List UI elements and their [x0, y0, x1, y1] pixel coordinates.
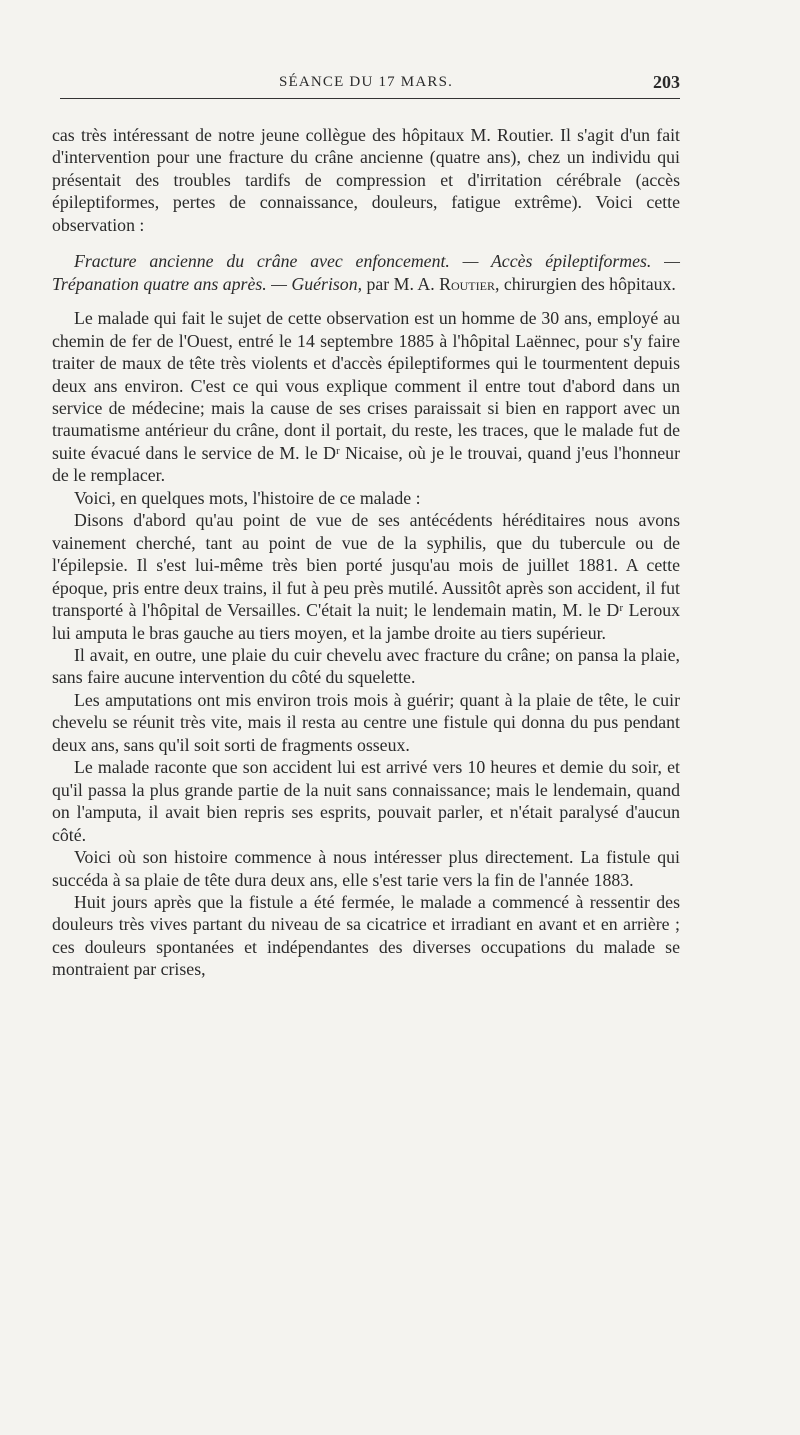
paragraph: Il avait, en outre, une plaie du cuir chevelu avec fracture du crâne; on pansa la plaie, sans faire aucune intervention du côté du squelette.	[52, 644, 680, 688]
paragraph: Huit jours après que la fistule a été fermée, le malade a commencé à ressentir des douleurs très vives partant du niveau de sa cicatrice et irradiant en avant et en arrière ; ces douleurs spontanées et indépendantes des diverses occupations du malade se montraient par crises,	[52, 891, 680, 980]
paragraph: Le malade raconte que son accident lui est arrivé vers 10 heures et demie du soir, et qu'il passa la plus grande partie de la nuit sans connaissance; mais le lendemain, quand on l'amputa, il avait bien repris ses esprits, pouvait parler, et n'était paralysé d'aucun côté.	[52, 757, 680, 845]
paragraph: Voici où son histoire commence à nous intéresser plus directement. La fistule qui succéda à sa plaie de tête dura deux ans, elle s'est tarie vers la fin de l'année 1883.	[52, 847, 680, 890]
observation-title-text: Fracture ancienne du crâne avec enfoncement. — Accès épileptiformes. — Trépanation quatre ans après. — Guérison,	[52, 251, 680, 294]
paragraph: Disons d'abord qu'au point de vue de ses antécédents héréditaires nous avons vainement cherché, tant au point de vue de la syphilis, que du tubercule ou de l'épilepsie. Il s'est lui-même très bien porté jusqu'au mois de juillet 1881. A cette époque, pris entre deux trains, il fut à peu près mutilé. Aussitôt après son accident, il fut transporté à l'hôpital de Versailles. C'était la nuit; le lendemain matin, M. le Dʳ Leroux lui amputa le bras gauche au tiers moyen, et la jambe droite au tiers supérieur.	[52, 510, 680, 643]
paragraph: Le malade qui fait le sujet de cette observation est un homme de 30 ans, employé au chemin de fer de l'Ouest, entré le 14 septembre 1885 à l'hôpital Laënnec, pour s'y faire traiter de maux de tête très violents et d'accès épileptiformes qui le tourmentent depuis deux ans environ. C'est ce qui vous explique comment il entre tout d'abord dans un service de médecine; mais la cause de ses crises paraissait si bien en rapport avec un traumatisme antérieur du crâne, dont il portait, du reste, les traces, que le malade fut de suite évacué dans le service de M. le Dʳ Nicaise, où je le trouvai, quand j'eus l'honneur de le remplacer.	[52, 308, 680, 486]
paragraph: Les amputations ont mis environ trois mois à guérir; quant à la plaie de tête, le cuir chevelu se réunit très vite, mais il resta au centre une fistule qui donna du pus pendant deux ans, sans qu'il soit sorti de fragments osseux.	[52, 689, 680, 755]
running-head: SÉANCE DU 17 MARS.	[278, 74, 454, 90]
author-name: Routier	[439, 273, 495, 294]
page-number: 203	[653, 72, 680, 92]
paragraph: cas très intéressant de notre jeune collègue des hôpitaux M. Routier. Il s'agit d'un fait d'intervention pour une fracture du crâne ancienne (quatre ans), chez un individu qui présentait des troubles tardifs de compression et d'irritation cérébrale (accès épileptiformes, pertes de connaissance, douleurs, fatigue extrême). Voici cette observation :	[52, 125, 680, 235]
byline-prefix: par M. A.	[362, 273, 440, 294]
header-rule	[60, 98, 680, 99]
byline-suffix: , chirurgien des hôpitaux.	[494, 273, 676, 294]
page-header	[52, 74, 680, 98]
body-text	[52, 124, 680, 981]
observation-title	[52, 250, 680, 295]
paragraph: Voici, en quelques mots, l'histoire de ce malade :	[74, 487, 421, 508]
